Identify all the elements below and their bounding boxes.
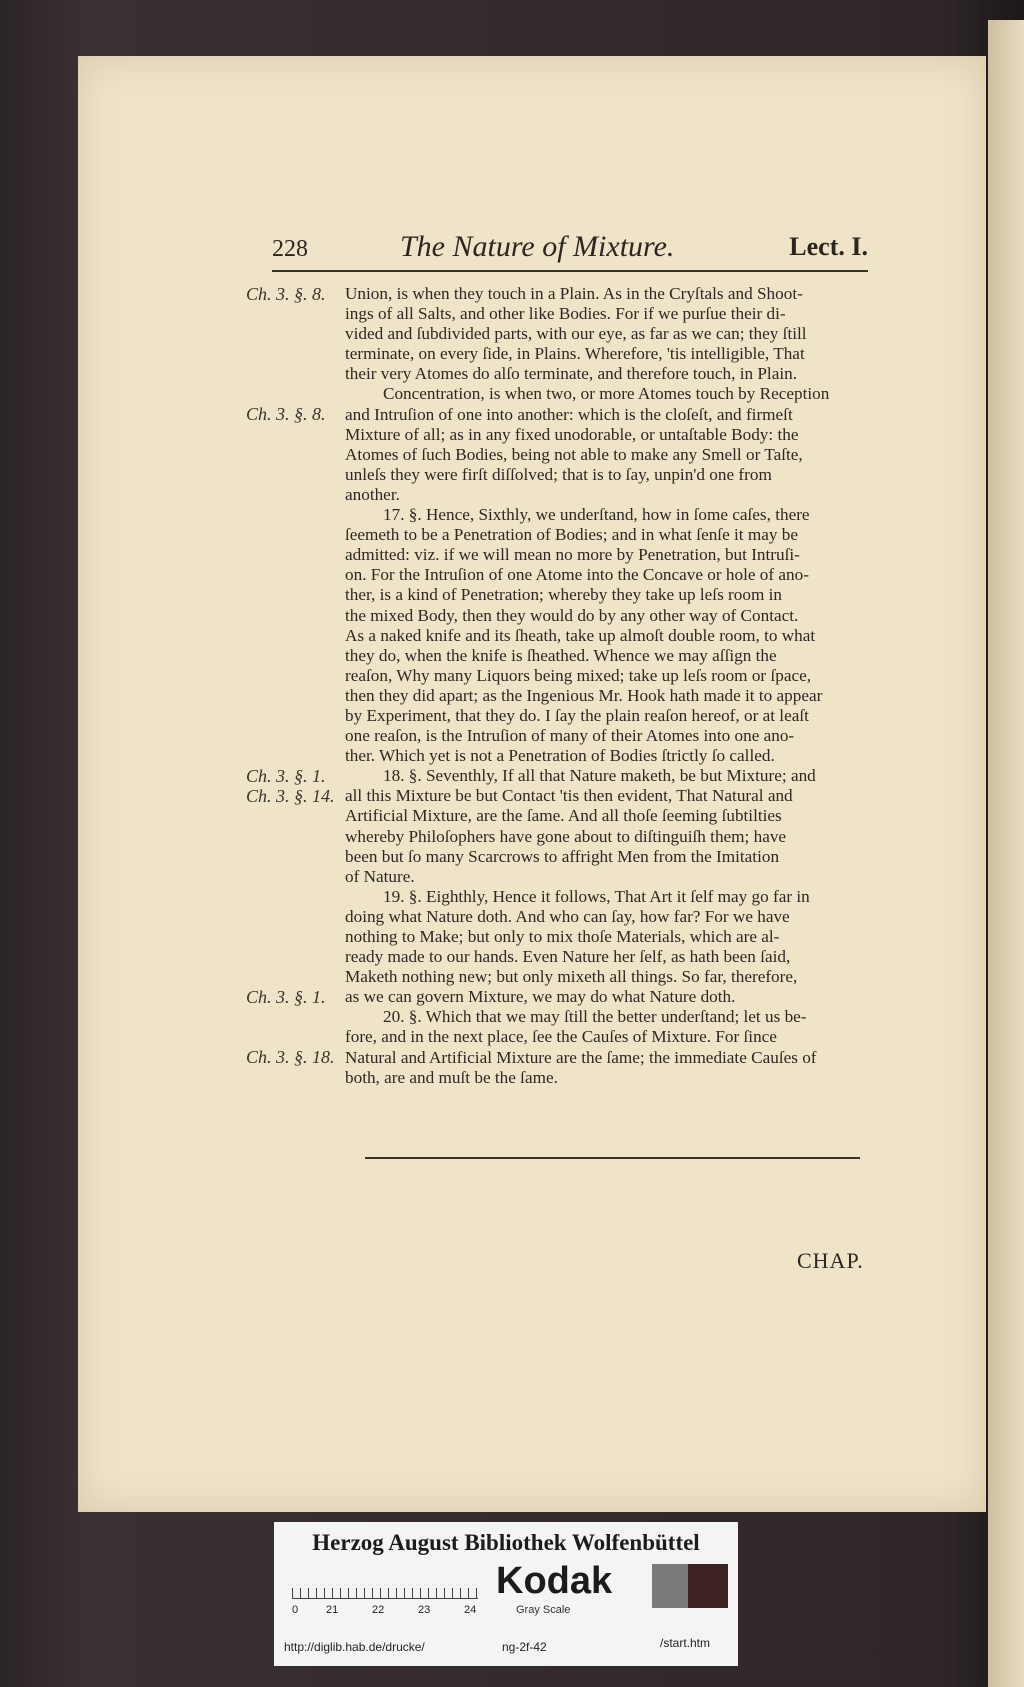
text-line: whereby Philoſophers have gone about to diſtinguiſh them; have xyxy=(345,826,787,846)
kodak-logo: Kodak xyxy=(496,1560,613,1602)
text-line: Concentration, is when two, or more Atomes touch by Reception xyxy=(383,384,830,404)
text-line: 18. §. Seventhly, If all that Nature maketh, be but Mixture; and xyxy=(383,766,816,786)
ruler-number: 24 xyxy=(464,1604,477,1616)
text-line: and Intruſion of one into another: which is the cloſeſt, and firmeſt xyxy=(345,404,793,424)
ruler-number: 22 xyxy=(372,1604,385,1616)
facing-page-edge xyxy=(988,20,1024,1687)
text-line: the mixed Body, then they would do by any other way of Contact. xyxy=(345,605,799,625)
body-text xyxy=(345,284,870,1088)
margin-note: Ch. 3. §. 18. xyxy=(246,1047,335,1067)
lecture-label: Lect. I. xyxy=(789,232,868,261)
text-line: then they did apart; as the Ingenious Mr. Hook hath made it to appear xyxy=(345,685,823,705)
text-line: doing what Nature doth. And who can ſay, how far? For we have xyxy=(345,906,790,926)
dark-swatch xyxy=(688,1564,728,1608)
ruler-number: 0 xyxy=(292,1604,299,1616)
margin-note: Ch. 3. §. 1. xyxy=(246,987,326,1007)
text-line: Artificial Mixture, are the ſame. And all thoſe ſeeming ſubtilties xyxy=(345,806,782,826)
text-line: terminate, on every ſide, in Plains. Wherefore, 'tis intelligible, That xyxy=(345,344,805,364)
ruler-number: 21 xyxy=(326,1604,339,1616)
text-line: ſeemeth to be a Penetration of Bodies; and in what ſenſe it may be xyxy=(345,525,798,545)
text-line: one reaſon, is the Intruſion of many of their Atomes into one ano- xyxy=(345,726,795,746)
text-line: their very Atomes do alſo terminate, and therefore touch, in Plain. xyxy=(345,364,797,384)
source-url: http://diglib.hab.de/drucke/ xyxy=(284,1640,425,1654)
text-line: fore, and in the next place, ſee the Cauſes of Mixture. For ſince xyxy=(345,1027,777,1047)
shelf-code: ng-2f-42 xyxy=(502,1640,547,1654)
text-line: Natural and Artificial Mixture are the ſame; the immediate Cauſes of xyxy=(345,1047,817,1067)
text-line: As a naked knife and its ſheath, take up almoſt double room, to what xyxy=(345,625,816,645)
text-line: Mixture of all; as in any fixed unodorable, or untaſtable Body: the xyxy=(345,424,799,444)
text-line: vided and ſubdivided parts, with our eye, as far as we can; they ſtill xyxy=(345,324,807,344)
text-line: admitted: viz. if we will mean no more by Penetration, but Intruſi- xyxy=(345,545,800,565)
text-line: of Nature. xyxy=(345,866,415,886)
text-line: 19. §. Eighthly, Hence it follows, That Art it ſelf may go far in xyxy=(383,886,810,906)
text-line: on. For the Intruſion of one Atome into the Concave or hole of ano- xyxy=(345,565,809,585)
page-number: 228 xyxy=(272,236,308,262)
gray-scale-label: Gray Scale xyxy=(516,1604,571,1616)
text-line: Union, is when they touch in a Plain. As in the Cryſtals and Shoot- xyxy=(345,284,803,303)
text-line: 20. §. Which that we may ſtill the better underſtand; let us be- xyxy=(383,1007,807,1027)
library-name: Herzog August Bibliothek Wolfenbüttel xyxy=(312,1530,700,1555)
text-line: another. xyxy=(345,484,400,504)
footer-rule xyxy=(365,1157,860,1159)
text-line: as we can govern Mixture, we may do what Nature doth. xyxy=(345,987,736,1007)
margin-note: Ch. 3. §. 8. xyxy=(246,284,326,304)
margin-note: Ch. 3. §. 8. xyxy=(246,404,326,424)
ruler-number: 23 xyxy=(418,1604,431,1616)
text-line: ings of all Salts, and other like Bodies. For if we purſue their di- xyxy=(345,304,786,324)
gray-swatch xyxy=(652,1564,688,1608)
color-target-card xyxy=(274,1522,738,1666)
header-rule xyxy=(272,270,868,272)
start-page: /start.htm xyxy=(660,1636,711,1650)
text-line: by Experiment, that they do. I ſay the plain reaſon hereof, or at leaſt xyxy=(345,705,809,725)
text-line: ready made to our hands. Even Nature her ſelf, as hath been ſaid, xyxy=(345,947,791,967)
margin-note: Ch. 3. §. 1. xyxy=(246,766,326,786)
text-line: both, are and muſt be the ſame. xyxy=(345,1067,558,1087)
text-line: Maketh nothing new; but only mixeth all things. So far, therefore, xyxy=(345,967,798,987)
text-line: ther. Which yet is not a Penetration of Bodies ſtrictly ſo called. xyxy=(345,746,775,766)
catchword: CHAP. xyxy=(797,1248,864,1273)
page-header xyxy=(272,230,868,264)
measurement-ruler xyxy=(292,1568,478,1599)
ruler-numbers xyxy=(292,1604,522,1620)
text-line: unleſs they were firſt diſſolved; that is to ſay, unpin'd one from xyxy=(345,464,772,484)
text-line: 17. §. Hence, Sixthly, we underſtand, how in ſome caſes, there xyxy=(383,505,810,525)
text-line: all this Mixture be but Contact 'tis then evident, That Natural and xyxy=(345,786,793,806)
text-line: reaſon, Why many Liquors being mixed; take up leſs room or ſpace, xyxy=(345,665,812,685)
running-title: The Nature of Mixture. xyxy=(400,230,675,263)
text-line: been but ſo many Scarcrows to affright Men from the Imitation xyxy=(345,846,780,866)
text-line: they do, when the knife is ſheathed. Whence we may aſſign the xyxy=(345,645,777,665)
text-line: Atomes of ſuch Bodies, being not able to make any Smell or Taſte, xyxy=(345,444,803,464)
margin-note: Ch. 3. §. 14. xyxy=(246,786,335,806)
text-line: nothing to Make; but only to mix thoſe Materials, which are al- xyxy=(345,927,780,946)
text-line: ther, is a kind of Penetration; whereby they take up leſs room in xyxy=(345,585,783,605)
